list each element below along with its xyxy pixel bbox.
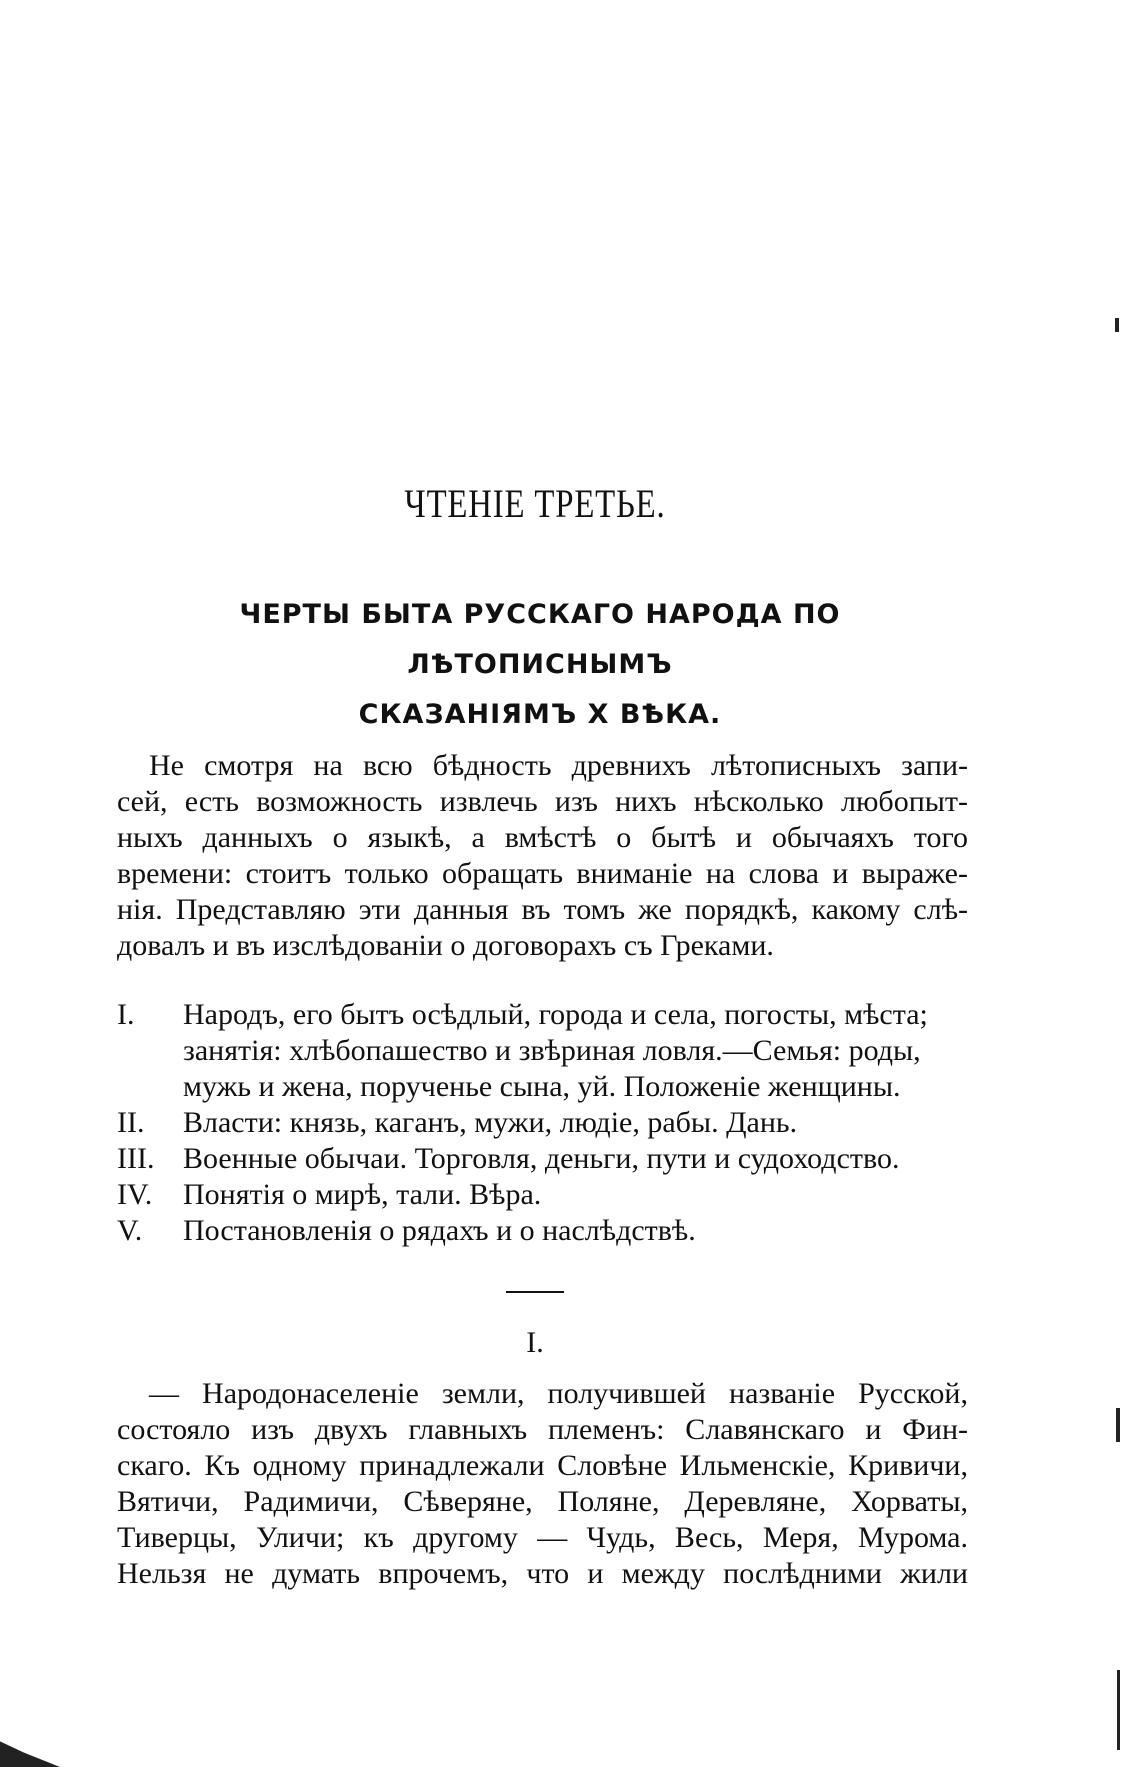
section-divider: [506, 1291, 564, 1293]
paragraph-line: довалъ и въ изслѣдованіи о договорахъ съ Греками.: [117, 929, 774, 962]
contents-text: [183, 1213, 977, 1249]
paragraph-line: состояло изъ двухъ главныхъ племенъ: Славянскаго и Фин-: [117, 1413, 968, 1446]
paragraph-line: Тиверцы, Уличи; къ другому — Чудь, Весь, Меря, Мурома.: [117, 1521, 968, 1554]
paragraph-line: Вятичи, Радимичи, Сѣверяне, Поляне, Деревляне, Хорваты,: [117, 1485, 968, 1518]
contents-numeral: I.: [117, 998, 135, 1031]
contents-line: Народъ, его бытъ осѣдлый, города и села, погосты, мѣста;: [183, 998, 928, 1031]
contents-line: Власти: князь, каганъ, мужи, людіе, рабы. Дань.: [183, 1106, 798, 1139]
contents-numeral: IV.: [117, 1178, 153, 1211]
contents-item: [117, 1177, 977, 1213]
contents-list: [117, 997, 977, 1249]
section-numeral: I.: [526, 1326, 544, 1359]
contents-line: занятія: хлѣбопашество и звѣриная ловля.—Семья: роды,: [183, 1034, 921, 1067]
section-paragraph: [117, 1376, 968, 1592]
subtitle-line: ЧЕРТЫ БЫТА РУССКАГО НАРОДА ПО ЛѢТОПИСНЫМЪ: [239, 599, 841, 680]
subtitle-line: СКАЗАНІЯМЪ X ВѢКА.: [358, 699, 722, 730]
scan-edge-mark: [1116, 1408, 1120, 1442]
contents-item: [117, 1105, 977, 1141]
chapter-subtitle: [110, 590, 970, 740]
scan-edge-mark: [1117, 1670, 1120, 1750]
chapter-heading: ЧТЕНІЕ ТРЕТЬЕ.: [404, 481, 666, 526]
contents-line: мужь и жена, порученье сына, уй. Положеніе женщины.: [183, 1070, 901, 1103]
contents-item: [117, 1141, 977, 1177]
contents-item: [117, 1213, 977, 1249]
paragraph-line: — Народонаселеніе земли, получившей названіе Русской,: [149, 1377, 968, 1410]
scan-edge-mark: [1115, 318, 1119, 332]
scan-corner-mark: [0, 1735, 60, 1767]
contents-item: [117, 997, 977, 1105]
contents-line: Постановленія о рядахъ и о наслѣдствѣ.: [183, 1214, 696, 1247]
contents-line: Военные обычаи. Торговля, деньги, пути и судоходство.: [183, 1142, 900, 1175]
paragraph-line: Нельзя не думать впрочемъ, что и между послѣдними жили: [117, 1557, 968, 1590]
contents-numeral: II.: [117, 1106, 145, 1139]
paragraph-line: Не смотря на всю бѣдность древнихъ лѣтописныхъ запи-: [149, 749, 968, 782]
paragraph-line: сей, есть возможность извлечь изъ нихъ нѣсколько любопыт-: [117, 785, 968, 818]
contents-line: Понятія о мирѣ, тали. Вѣра.: [183, 1178, 542, 1211]
contents-text: [183, 1141, 977, 1177]
paragraph-line: скаго. Къ одному принадлежали Словѣне Ильменскіе, Кривичи,: [117, 1449, 968, 1482]
paragraph-line: времени: стоитъ только обращать вниманіе на слова и выраже-: [117, 857, 968, 890]
contents-text: [183, 1177, 977, 1213]
contents-numeral: V.: [117, 1214, 143, 1247]
contents-text: [183, 1105, 977, 1141]
intro-paragraph: [117, 748, 968, 964]
contents-numeral: III.: [117, 1142, 155, 1175]
paragraph-line: ныхъ данныхъ о языкѣ, а вмѣстѣ о бытѣ и обычаяхъ того: [117, 821, 968, 854]
contents-text: [183, 997, 977, 1105]
paragraph-line: нія. Представляю эти данныя въ томъ же порядкѣ, какому слѣ-: [117, 893, 968, 926]
